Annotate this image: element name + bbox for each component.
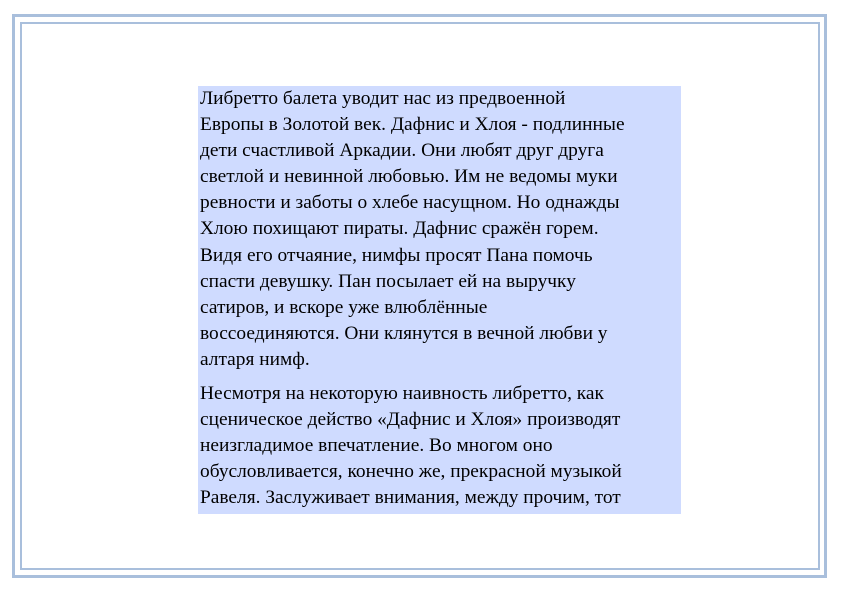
text-line: сценическое действо «Дафнис и Хлоя» производят [200, 409, 621, 431]
text-line: обусловливается, конечно же, прекрасной музыкой [200, 461, 622, 483]
text-line: Равеля. Заслуживает внимания, между прочим, тот [200, 487, 621, 509]
text-line: светлой и невинной любовью. Им не ведомы муки [200, 166, 618, 188]
text-line: спасти девушку. Пан посылает ей на выручку [200, 270, 576, 292]
text-line: ревности и заботы о хлебе насущном. Но однажды [200, 192, 620, 214]
text-line: Хлою похищают пираты. Дафнис сражён горем. [200, 218, 599, 240]
text-line: Несмотря на некоторую наивность либретто, как [200, 383, 604, 405]
text-box [198, 86, 681, 514]
text-line: дети счастливой Аркадии. Они любят друг друга [200, 140, 604, 162]
text-line: Либретто балета уводит нас из предвоенной [200, 88, 566, 109]
text-line: алтаря нимф. [200, 348, 310, 370]
paragraph-1 [200, 86, 679, 373]
text-line: неизгладимое впечатление. Во многом оно [200, 435, 553, 457]
paragraph-2 [200, 381, 679, 511]
text-line: Европы в Золотой век. Дафнис и Хлоя - подлинные [200, 114, 625, 136]
text-line: Видя его отчаяние, нимфы просят Пана помочь [200, 244, 593, 266]
text-line: воссоединяются. Они клянутся в вечной любви у [200, 322, 608, 344]
text-line: сатиров, и вскоре уже влюблённые [200, 296, 488, 318]
